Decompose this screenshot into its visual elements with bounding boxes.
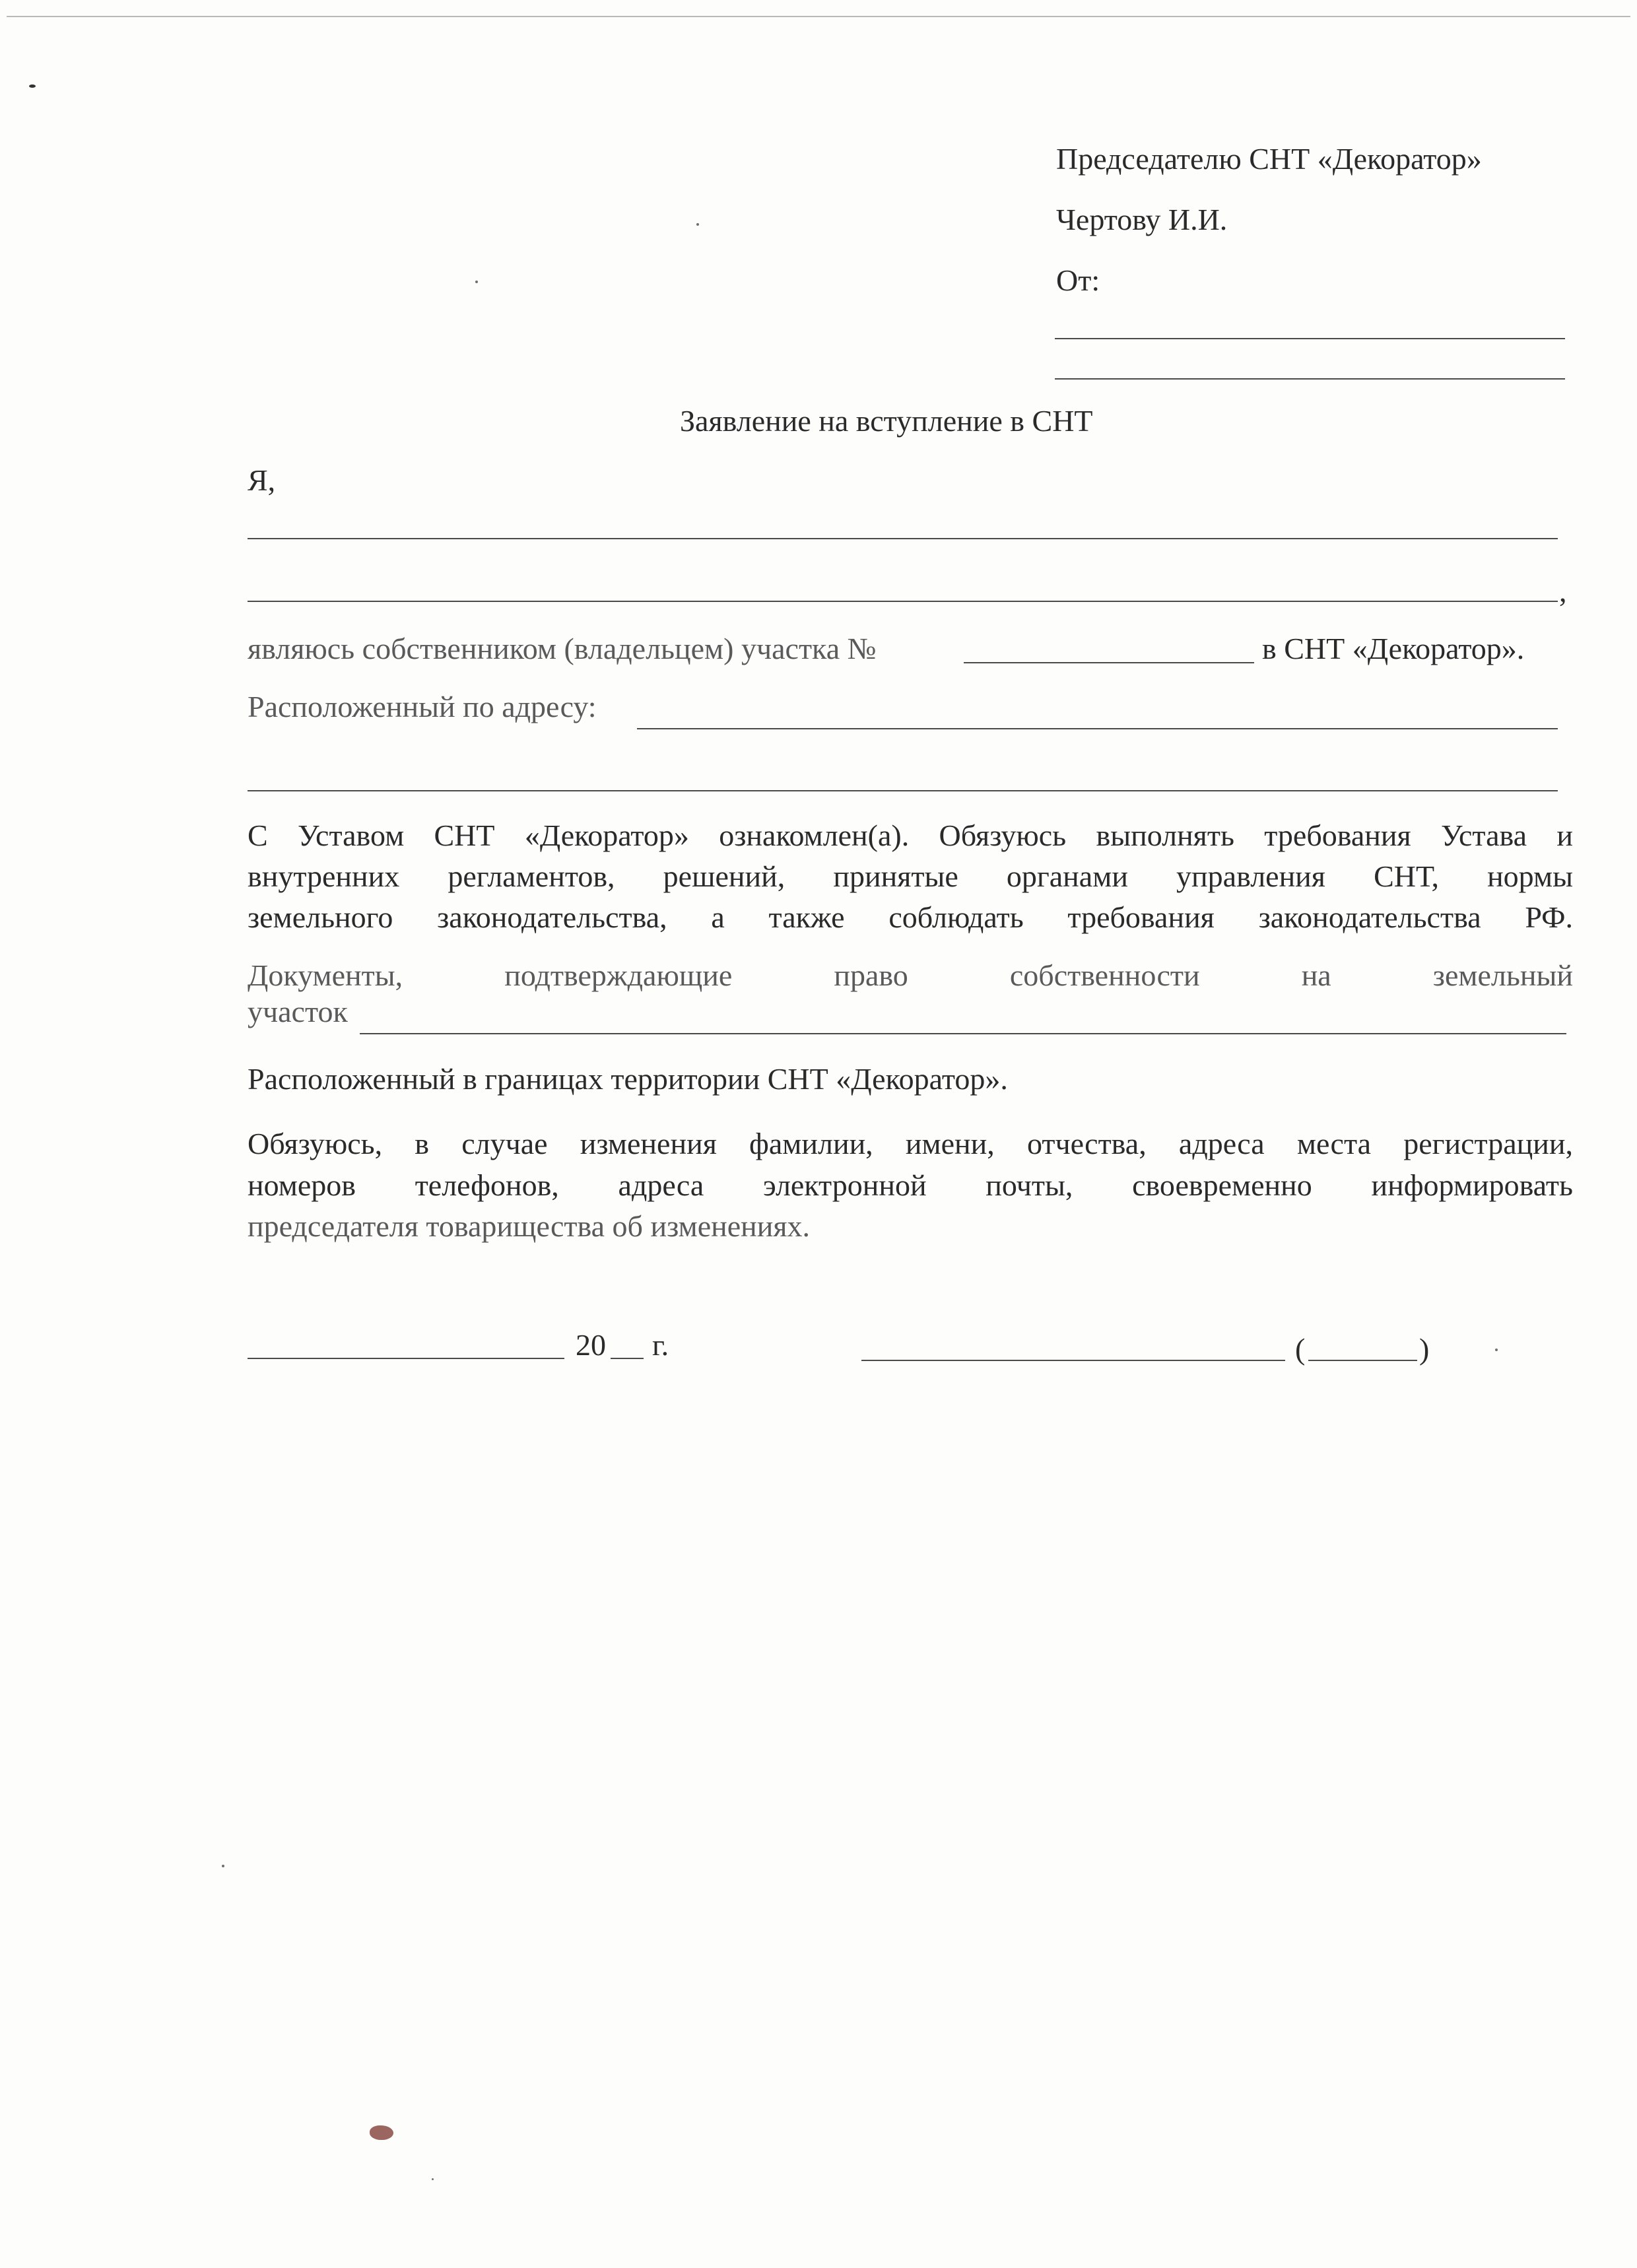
from-label: От: [1056, 263, 1100, 297]
charter-paragraph-line-1: С Уставом СНТ «Декоратор» ознакомлен(а). Обязуюсь выполнять требования Устава и [248, 818, 1573, 852]
signature-line[interactable] [861, 1360, 1285, 1361]
addressee-line-1: Председателю СНТ «Декоратор» [1056, 142, 1482, 176]
ownership-suffix: в СНТ «Декоратор». [1262, 632, 1525, 665]
paren-close: ) [1419, 1332, 1430, 1366]
address-label: Расположенный по адресу: [248, 690, 597, 723]
applicant-comma: , [1559, 574, 1567, 608]
document-title: Заявление на вступление в СНТ [680, 404, 1093, 438]
applicant-label: Я, [248, 463, 276, 497]
address-line-2[interactable] [248, 790, 1558, 791]
scan-speck [475, 281, 478, 283]
scan-speck [29, 84, 36, 88]
documents-line-1: Документы, подтверждающие право собственности на земельный [248, 958, 1573, 992]
notify-paragraph-line-3: председателя товарищества об изменениях. [248, 1209, 811, 1243]
scan-speck [696, 223, 699, 226]
ink-stain [370, 2125, 393, 2140]
year-suffix: г. [652, 1328, 669, 1362]
documents-line[interactable] [360, 1033, 1566, 1034]
notify-paragraph-line-1: Обязуюсь, в случае изменения фамилии, имени, отчества, адреса места регистрации, [248, 1127, 1573, 1160]
scan-speck [1495, 1349, 1498, 1351]
scan-speck [222, 1865, 224, 1867]
paren-open: ( [1295, 1332, 1306, 1366]
signature-decoding-line[interactable] [1308, 1360, 1417, 1361]
addressee-line-2: Чертову И.И. [1056, 203, 1228, 236]
charter-paragraph-line-3: земельного законодательства, а также соблюдать требования законодательства РФ. [248, 900, 1573, 934]
scan-speck [432, 2178, 434, 2180]
date-line[interactable] [248, 1358, 564, 1359]
scan-edge [7, 16, 1630, 17]
applicant-name-line-1[interactable] [248, 538, 1558, 539]
plot-number-line[interactable] [964, 662, 1254, 663]
ownership-prefix: являюсь собственником (владельцем) участка № [248, 632, 877, 665]
charter-paragraph-line-2: внутренних регламентов, решений, принятые органами управления СНТ, нормы [248, 859, 1573, 893]
notify-paragraph-line-2: номеров телефонов, адреса электронной почты, своевременно информировать [248, 1168, 1573, 1202]
year-line[interactable] [611, 1358, 644, 1359]
from-line-2[interactable] [1055, 378, 1565, 380]
applicant-name-line-2[interactable] [248, 601, 1558, 602]
territory-statement: Расположенный в границах территории СНТ «Декоратор». [248, 1062, 1008, 1096]
documents-line-2: участок [248, 995, 348, 1028]
from-line-1[interactable] [1055, 338, 1565, 339]
year-prefix: 20 [576, 1328, 606, 1362]
address-line-1[interactable] [637, 728, 1558, 729]
